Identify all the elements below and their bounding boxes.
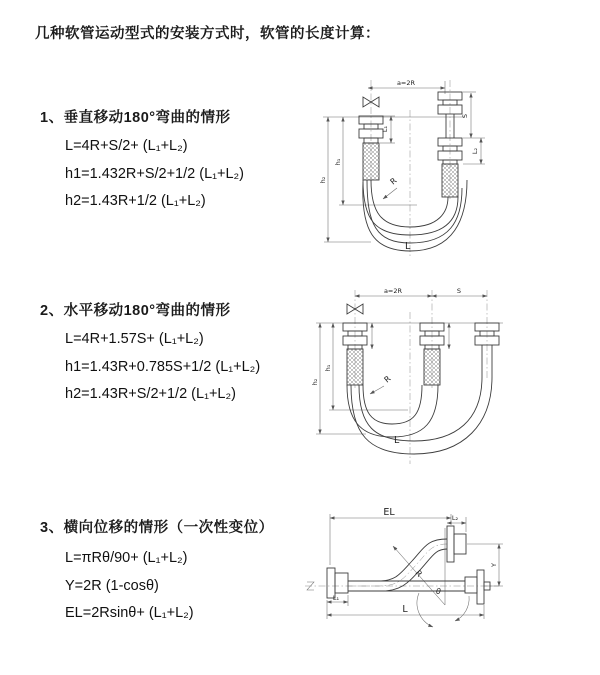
section-1-heading: 1、垂直移动180°弯曲的情形 [40,110,231,126]
formula-line: L=4R+S/2+ (L₁+L₂) [65,138,188,154]
label-l2: L₂ [471,147,479,155]
hose-s-curve [348,539,447,591]
diagram-vertical-180-bend [313,72,591,260]
label-h1: h₁ [324,364,332,372]
label-length: L [402,604,408,615]
section-horizontal-movement [40,299,260,409]
label-a2r: a=2R [383,287,403,295]
formula-line: L=4R+1.57S+ (L₁+L₂) [65,331,204,347]
flange-upper-right [447,526,466,562]
label-a2r: a=2R [396,79,416,87]
section-2-formulas [65,326,260,409]
section-3-heading: 3、横向位移的情形（一次性变位） [40,520,274,536]
label-radius: R [413,568,424,579]
section-lateral-displacement [40,516,274,628]
label-el: EL [383,507,395,518]
flange-right-middle [465,570,490,604]
centerlines [305,544,499,586]
formula-line: h1=1.432R+S/2+1/2 (L₁+L₂) [65,165,245,182]
formula-line: EL=2Rsinθ+ (L₁+L₂) [65,605,194,621]
diagram-horizontal-180-bend [308,282,593,467]
centerlines [355,290,487,464]
label-radius: R [382,374,393,385]
label-length: L [405,241,411,252]
formula-line: h1=1.43R+0.785S+1/2 (L₁+L₂) [65,358,261,375]
label-theta: θ [436,587,441,596]
label-s: S [461,113,469,119]
section-3-formulas [65,545,274,628]
diagram-3-labels [333,507,498,615]
formula-line: L=πRθ/90+ (L₁+L₂) [65,550,188,566]
label-radius: R [388,176,399,187]
label-h1: h₁ [334,158,342,166]
formula-line: Y=2R (1-cosθ) [65,577,159,594]
label-h2: h₂ [319,176,327,184]
section-2-heading: 2、水平移动180°弯曲的情形 [40,303,231,319]
page-title: 几种软管运动型式的安装方式时，软管的长度计算： [35,26,380,42]
section-1-formulas [65,133,244,216]
label-l2: L₂ [451,514,459,522]
section-vertical-movement [40,106,244,216]
diagram-lateral-displacement [303,503,595,655]
label-y: Y [490,563,498,567]
label-h2: h₂ [311,378,319,386]
formula-line: h2=1.43R+1/2 (L₁+L₂) [65,193,206,209]
hose-u-curves [347,377,492,454]
label-s: S [456,287,462,295]
label-length: L [394,435,400,446]
formula-line: h2=1.43R+S/2+1/2 (L₁+L₂) [65,386,236,402]
dimension-lines [316,296,503,434]
label-l1: L₁ [381,125,389,133]
fitting-right-lower [438,138,462,197]
label-l1: L₁ [332,594,340,602]
